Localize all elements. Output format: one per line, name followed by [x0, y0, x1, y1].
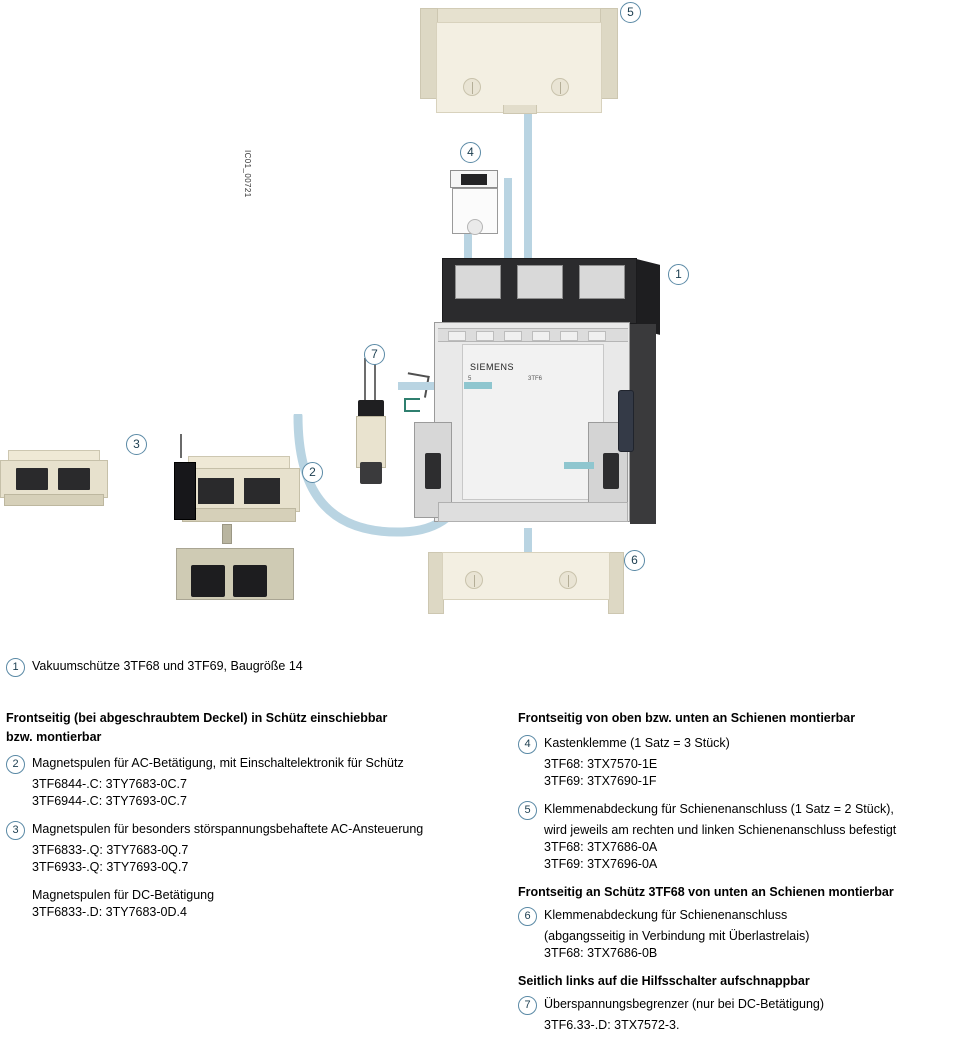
cover-bot-screw-left [465, 571, 483, 589]
coil-window-left [16, 468, 48, 490]
guide-line-top-center [524, 110, 532, 280]
legend-item-3-line-2: 3TF6933-.Q: 3TY7693-0Q.7 [32, 860, 189, 874]
legend-item-4-line-0: Kastenklemme (1 Satz = 3 Stück) [544, 736, 730, 750]
left-heading-line2: bzw. montierbar [6, 730, 102, 744]
contactor-bottom-terminal-row [438, 502, 628, 522]
contactor-side-handle [618, 390, 634, 452]
legend-item-4-line-2: 3TF69: 3TX7690-1F [544, 774, 657, 788]
legend-item-3-line-0: Magnetspulen für besonders störspannungsbehaftete AC-Ansteuerung [32, 822, 424, 836]
cover-bot-screw-right [559, 571, 577, 589]
legend-item-3 [6, 821, 496, 876]
legend-item-6-line-0: Klemmenabdeckung für Schienenanschluss [544, 908, 788, 922]
legend-item-2 [6, 755, 496, 810]
vent-slot [588, 331, 606, 341]
aux-contact-block [603, 453, 619, 489]
teal-accent-right [564, 462, 594, 469]
legend-item-6 [518, 907, 973, 962]
legend-item-7-line-1: 3TF6.33-.D: 3TX7572-3. [544, 1018, 680, 1032]
box-terminal-hole [467, 219, 483, 235]
front-small-text-left: 5 [468, 376, 472, 382]
aux-contact-block [425, 453, 441, 489]
callout-4 [460, 142, 481, 163]
part-2-magnet-coil-electronics [178, 456, 300, 532]
legend-item-5-line-1: wird jeweils am rechten und linken Schienenanschluss befestigt [544, 823, 897, 837]
legend-item-dc [6, 887, 496, 921]
coil2-left-terminal [174, 462, 196, 520]
contactor-vent-row [438, 328, 628, 342]
callout-6 [624, 550, 645, 571]
legend-area [0, 648, 979, 1032]
main-terminal-3 [579, 265, 625, 299]
surge-body [356, 416, 386, 468]
legend-item-5 [518, 801, 973, 873]
part-1-vacuum-contactor [412, 258, 660, 540]
callout-7-label: 7 [371, 347, 378, 361]
legend-item-3-number: 3 [6, 821, 25, 840]
front-small-text-right: 3TF6 [528, 376, 543, 382]
right-heading-2: Frontseitig an Schütz 3TF68 von unten an Schienen montierbar [518, 885, 894, 899]
right-heading-1: Frontseitig von oben bzw. unten an Schienen montierbar [518, 711, 856, 725]
callout-5-label: 5 [627, 5, 634, 19]
legend-item-7 [518, 996, 973, 1034]
callout-4-label: 4 [467, 145, 474, 159]
callout-2-label: 2 [309, 465, 316, 479]
vent-slot [448, 331, 466, 341]
legend-item-4 [518, 735, 973, 790]
legend-item-4-number: 4 [518, 735, 537, 754]
left-heading-line1: Frontseitig (bei abgeschraubtem Deckel) in Schütz einschiebbar [6, 711, 388, 725]
coil2-lead-wire [180, 434, 182, 458]
coil2-window-right [244, 478, 280, 504]
box-terminal-top [450, 170, 498, 188]
callout-1 [668, 264, 689, 285]
legend-main-row [6, 658, 303, 677]
callout-7 [364, 344, 385, 365]
right-heading-3: Seitlich links auf die Hilfsschalter aufschnappbar [518, 974, 810, 988]
main-terminal-1 [455, 265, 501, 299]
coil2-base [182, 508, 296, 522]
legend-item-5-line-0: Klemmenabdeckung für Schienenanschluss (1 Satz = 2 Stück), [544, 802, 894, 816]
part-3-magnet-coil [0, 450, 108, 512]
cover-right-wall [600, 8, 618, 99]
cover-bot-right-wall [608, 552, 624, 614]
part-4-box-terminal [450, 170, 508, 240]
legend-right-column [518, 710, 973, 1045]
image-code: IC01_00721 [243, 150, 252, 198]
part-5-terminal-cover [420, 8, 618, 113]
legend-item-5-line-3: 3TF69: 3TX7696-0A [544, 857, 658, 871]
electronics-shell [176, 548, 294, 600]
part-6-terminal-cover-bottom [428, 552, 624, 614]
coil-window-right [58, 468, 90, 490]
coil2-window-left [198, 478, 234, 504]
legend-item-5-number: 5 [518, 801, 537, 820]
legend-main-text: Vakuumschütze 3TF68 und 3TF69, Baugröße 14 [32, 659, 303, 673]
box-terminal-body [452, 188, 498, 234]
switch-on-electronics-module [176, 542, 294, 604]
legend-item-6-line-2: 3TF68: 3TX7686-0B [544, 946, 658, 960]
vent-slot [476, 331, 494, 341]
legend-item-6-number: 6 [518, 907, 537, 926]
contactor-top-housing [442, 258, 637, 324]
legend-item-7-number: 7 [518, 996, 537, 1015]
legend-item-2-line-2: 3TF6944-.C: 3TY7693-0C.7 [32, 794, 187, 808]
legend-item-2-line-0: Magnetspulen für AC-Betätigung, mit Einschaltelektronik für Schütz [32, 756, 404, 770]
siemens-logo: SIEMENS [470, 362, 515, 372]
coil-base [4, 494, 104, 506]
surge-wire-a [364, 358, 366, 402]
cover-face [436, 22, 602, 113]
box-terminal-slot [461, 174, 487, 185]
electronics-block-left [191, 565, 225, 597]
vent-slot [560, 331, 578, 341]
cover-screw-left [463, 78, 481, 96]
electronics-block-right [233, 565, 267, 597]
callout-1-label: 1 [675, 267, 682, 281]
legend-item-2-line-1: 3TF6844-.C: 3TY7683-0C.7 [32, 777, 187, 791]
electronics-neck [222, 524, 232, 544]
legend-item-5-line-2: 3TF68: 3TX7686-0A [544, 840, 658, 854]
cover-screw-right [551, 78, 569, 96]
surge-plug [360, 462, 382, 484]
cover-notch [503, 105, 537, 114]
callout-2 [302, 462, 323, 483]
legend-item-dc-line-0: Magnetspulen für DC-Betätigung [32, 888, 215, 902]
legend-item-3-line-1: 3TF6833-.Q: 3TY7683-0Q.7 [32, 843, 189, 857]
legend-item-2-number: 2 [6, 755, 25, 774]
legend-left-column [6, 710, 496, 932]
main-terminal-2 [517, 265, 563, 299]
teal-accent-left [464, 382, 492, 389]
part-7-surge-limiter [352, 358, 404, 492]
legend-item-dc-line-1: 3TF6833-.D: 3TY7683-0D.4 [32, 905, 187, 919]
vent-slot [532, 331, 550, 341]
callout-3-label: 3 [133, 437, 140, 451]
legend-item-6-line-1: (abgangsseitig in Verbindung mit Überlastrelais) [544, 929, 810, 943]
callout-6-label: 6 [631, 553, 638, 567]
coil2-plate [178, 468, 300, 512]
callout-5 [620, 2, 641, 23]
callout-3 [126, 434, 147, 455]
vent-slot [504, 331, 522, 341]
legend-main-number: 1 [6, 658, 25, 677]
cover-bot-face [442, 552, 610, 600]
legend-item-7-line-0: Überspannungsbegrenzer (nur bei DC-Betätigung) [544, 997, 825, 1011]
legend-item-4-line-1: 3TF68: 3TX7570-1E [544, 757, 658, 771]
